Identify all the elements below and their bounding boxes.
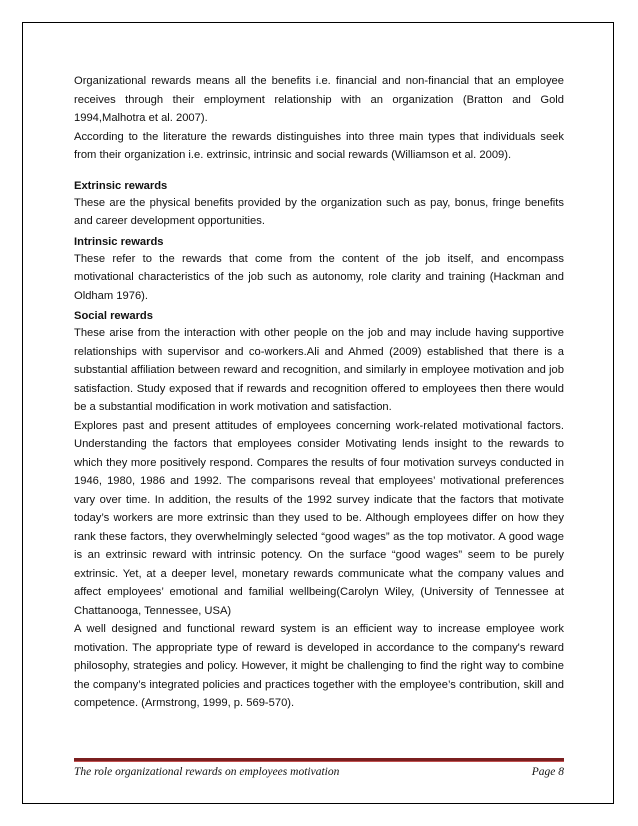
extrinsic-rewards-heading: Extrinsic rewards: [74, 179, 168, 192]
extrinsic-rewards-paragraph: These are the physical benefits provided by the organization such as pay, bonus, fringe benefits and career development opportunities.: [74, 196, 564, 227]
social-rewards-heading: Social rewards: [74, 310, 153, 322]
footer-rule: [74, 758, 564, 762]
social-rewards-paragraph: These arise from the interaction with other people on the job and may include having supportive relationships with supervisor and co-workers.Ali and Ahmed (2009) established that there is a substantial affiliation between reward and recognition, and similarly in employee motivation and job satisfaction. Study exposed that if rewards and recognition offered to employees then there would be a substantial modification in work motivation and satisfaction.: [74, 327, 564, 413]
reward-system-paragraph: A well designed and functional reward system is an efficient way to increase employee work motivation. The appropriate type of reward is developed in accordance to the company's reward philosophy, strategies and policy. However, it might be challenging to find the right way to combine the company’s integrated policies and practices together with the employee’s contribution, skill and competence. (Armstrong, 1999, p. 569-570).: [74, 623, 564, 709]
page-number: Page 8: [531, 766, 564, 778]
document-body: [74, 72, 564, 713]
intrinsic-rewards-heading: Intrinsic rewards: [74, 235, 164, 248]
motivation-survey-paragraph: Explores past and present attitudes of employees concerning work-related motivational factors. Understanding the factors that employees consider Motivating lends insight to the rewards to which they more positively respond. Compares the results of four motivation surveys conducted in 1946, 1980, 1986 and 1992. The comparisons reveal that employees’ motivational preferences vary over time. In addition, the results of the 1992 survey indicate that the factors that motivate today’s workers are more extrinsic than they used to be. Although employees differ on how they rank these factors, they overwhelmingly selected “good wages” as the top motivator. A good wage is an extrinsic reward with intrinsic potency. On the surface “good wages” seem to be purely extrinsic. Yet, at a deeper level, monetary rewards communicate what the company values and affect employees’ emotional and familial wellbeing(Carolyn Wiley, (University of Tennessee at Chattanooga, Tennessee, USA): [74, 419, 564, 617]
intro-paragraph-1: Organizational rewards means all the benefits i.e. financial and non-financial that an employee receives through their employment relationship with an organization (Bratton and Gold 1994,Malhotra et al. 2007).: [74, 75, 564, 124]
intrinsic-rewards-paragraph: These refer to the rewards that come from the content of the job itself, and encompass motivational characteristics of the job such as autonomy, role clarity and training (Hackman and Oldham 1976).: [74, 252, 564, 302]
intro-paragraph-2: According to the literature the rewards distinguishes into three main types that individuals seek from their organization i.e. extrinsic, intrinsic and social rewards (Williamson et al. 2009).: [74, 130, 564, 161]
footer-title: The role organizational rewards on employees motivation: [74, 766, 340, 778]
